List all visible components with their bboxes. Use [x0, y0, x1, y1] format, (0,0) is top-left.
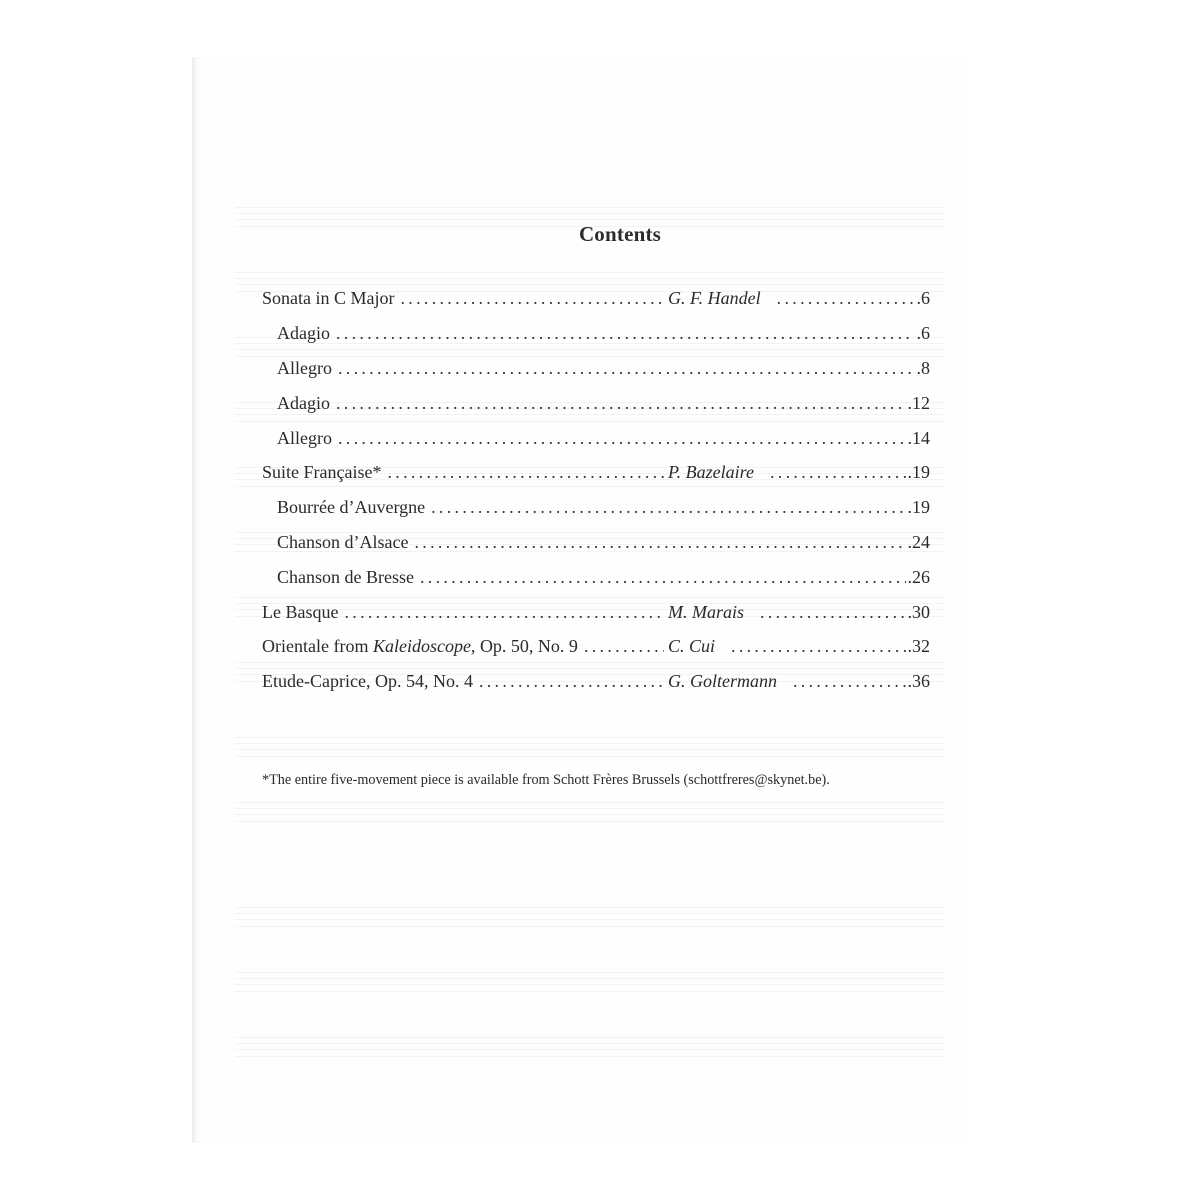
page-number: .6 — [916, 288, 930, 309]
toc-subentry[interactable] — [262, 420, 930, 455]
page-number: .14 — [907, 427, 930, 448]
dot-leader — [414, 533, 905, 551]
page-number: .32 — [907, 636, 930, 657]
entry-title: Suite Française* — [262, 462, 382, 483]
composer-name: G. F. Handel — [668, 288, 761, 309]
entry-title: Bourrée d’Auvergne — [277, 497, 426, 518]
toc-entry[interactable] — [262, 629, 930, 664]
page-number: .8 — [916, 357, 930, 378]
dot-leader — [479, 672, 664, 690]
entry-title: Orientale from Kaleidoscope, Op. 50, No. 9 — [262, 636, 578, 657]
page-number: .19 — [907, 462, 930, 483]
table-of-contents — [262, 281, 930, 699]
page-number: .12 — [907, 392, 930, 413]
entry-title: Chanson d’Alsace — [277, 531, 409, 552]
entry-title: Allegro — [277, 427, 332, 448]
composer-name: C. Cui — [668, 636, 716, 657]
dot-leader — [731, 637, 905, 655]
dot-leader — [584, 637, 664, 655]
entry-title: Etude-Caprice, Op. 54, No. 4 — [262, 671, 473, 692]
dot-leader — [431, 498, 905, 516]
page-number: .19 — [907, 497, 930, 518]
toc-entry[interactable] — [262, 281, 930, 316]
dot-leader — [344, 603, 664, 621]
entry-title: Adagio — [277, 323, 330, 344]
dot-leader — [793, 672, 906, 690]
toc-subentry[interactable] — [262, 525, 930, 560]
composer-name: M. Marais — [668, 601, 744, 622]
entry-title: Chanson de Bresse — [277, 566, 414, 587]
toc-entry[interactable] — [262, 455, 930, 490]
page-number: .36 — [907, 671, 930, 692]
dot-leader — [401, 289, 665, 307]
contents-heading: Contents — [578, 222, 662, 246]
toc-subentry[interactable] — [262, 385, 930, 420]
toc-subentry[interactable] — [262, 316, 930, 351]
dot-leader — [338, 429, 906, 447]
footnote: *The entire five-movement piece is available from Schott Frères Brussels (schottfreres@skynet.be). — [262, 772, 830, 788]
dot-leader — [760, 603, 906, 621]
entry-title: Sonata in C Major — [262, 288, 395, 309]
toc-entry[interactable] — [262, 594, 930, 629]
toc-subentry[interactable] — [262, 351, 930, 386]
entry-title: Le Basque — [262, 601, 339, 622]
toc-subentry[interactable] — [262, 559, 930, 594]
dot-leader — [387, 463, 664, 481]
entry-title: Allegro — [277, 357, 332, 378]
dot-leader — [770, 463, 906, 481]
composer-name: G. Goltermann — [668, 671, 777, 692]
toc-subentry[interactable] — [262, 490, 930, 525]
dot-leader — [420, 568, 906, 586]
dot-leader — [336, 394, 906, 412]
dot-leader — [336, 324, 914, 342]
page-number: .26 — [907, 566, 930, 587]
composer-name: P. Bazelaire — [668, 462, 754, 483]
dot-leader — [338, 359, 914, 377]
entry-title: Adagio — [277, 392, 330, 413]
page-number: .6 — [916, 323, 930, 344]
page-number: .30 — [907, 601, 930, 622]
page-number: .24 — [907, 531, 930, 552]
toc-entry[interactable] — [262, 664, 930, 699]
dot-leader — [777, 289, 914, 307]
